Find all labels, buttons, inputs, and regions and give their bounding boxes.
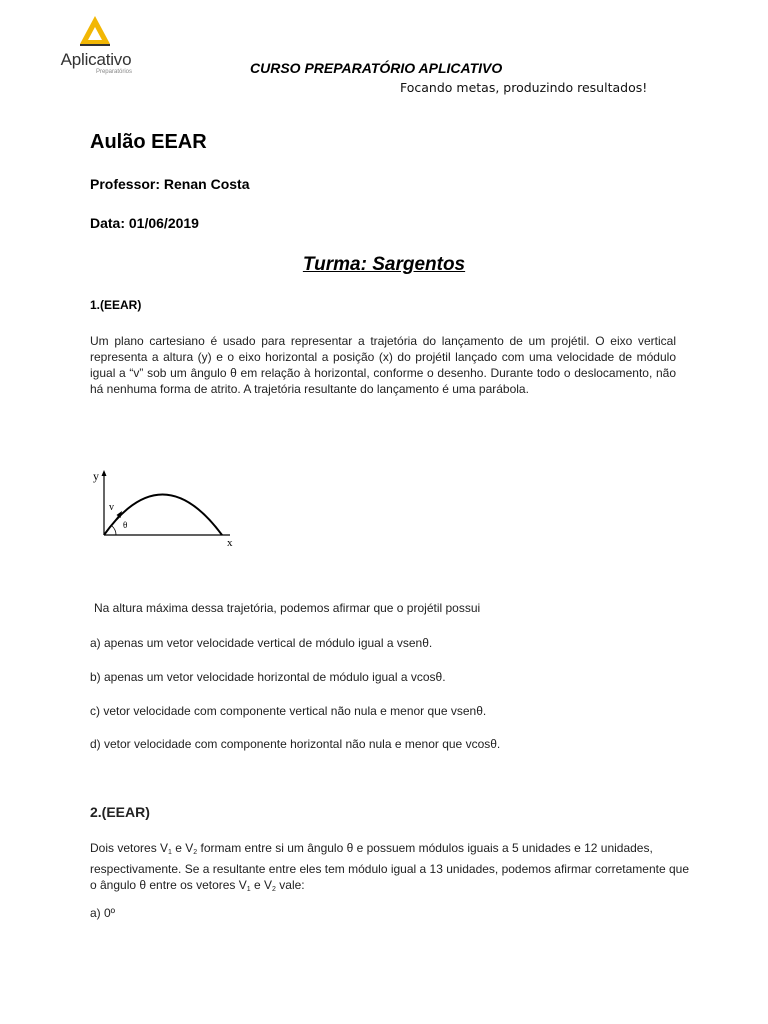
angle-label: θ — [123, 520, 128, 530]
slogan: Focando metas, produzindo resultados! — [400, 80, 648, 95]
option-d: d) vetor velocidade com componente horizontal não nula e menor que vcosθ. — [90, 737, 501, 751]
question-2-number: 2.(EEAR) — [90, 804, 150, 820]
y-axis-arrow — [102, 470, 107, 476]
y-label: y — [93, 469, 99, 483]
option-c: c) vetor velocidade com componente vertical não nula e menor que vsenθ. — [90, 704, 487, 718]
velocity-vector — [104, 514, 120, 535]
trajectory-diagram — [90, 466, 250, 552]
option-b: b) apenas um vetor velocidade horizontal de módulo igual a vcosθ. — [90, 670, 446, 684]
question-1-stem: Na altura máxima dessa trajetória, podemos afirmar que o projétil possui — [94, 601, 481, 615]
angle-arc — [112, 526, 116, 535]
professor: Professor: Renan Costa — [90, 176, 250, 192]
course-title: CURSO PREPARATÓRIO APLICATIVO — [250, 60, 503, 76]
class-heading: Turma: Sargentos — [302, 254, 466, 275]
logo-subtitle: Preparatórios — [95, 69, 132, 75]
triangle-logo-icon — [78, 14, 112, 48]
option-a: a) apenas um vetor velocidade vertical de módulo igual a vsenθ. — [90, 636, 433, 650]
x-label: x — [227, 537, 233, 549]
logo — [54, 12, 134, 76]
date: Data: 01/06/2019 — [90, 215, 199, 231]
trajectory-curve — [104, 495, 222, 536]
question-2-text: Dois vetores $V_1$ e $V_2$ formam entre si um ângulo θ e possuem módulos iguais a 5 unidades e 12 unidades, respectivamente. Se a resultante entre eles tem módulo igual a 13 unidades, podemos afirmar corretamente que o ângulo θ entre os vetores $V_1$ e $V_2$ vale: — [90, 841, 690, 893]
logo-brand: Aplicativo — [60, 50, 132, 69]
question-1-text: Um plano cartesiano é usado para representar a trajetória do lançamento de um projétil. O eixo vertical representa a altura (y) e o eixo horizontal a posição (x) do projétil lançado com uma velocidade de módulo igual a “v” sob um ângulo θ em relação à horizontal, conforme o desenho. Durante todo o deslocamento, não há nenhuma forma de atrito. A trajetória resultante do lançamento é uma parábola. — [90, 334, 676, 396]
lesson-title: Aulão EEAR — [90, 131, 207, 153]
question-2-option-a: a) 0º — [90, 906, 116, 920]
v-label: v — [109, 502, 114, 513]
question-1-number: 1.(EEAR) — [90, 298, 142, 312]
